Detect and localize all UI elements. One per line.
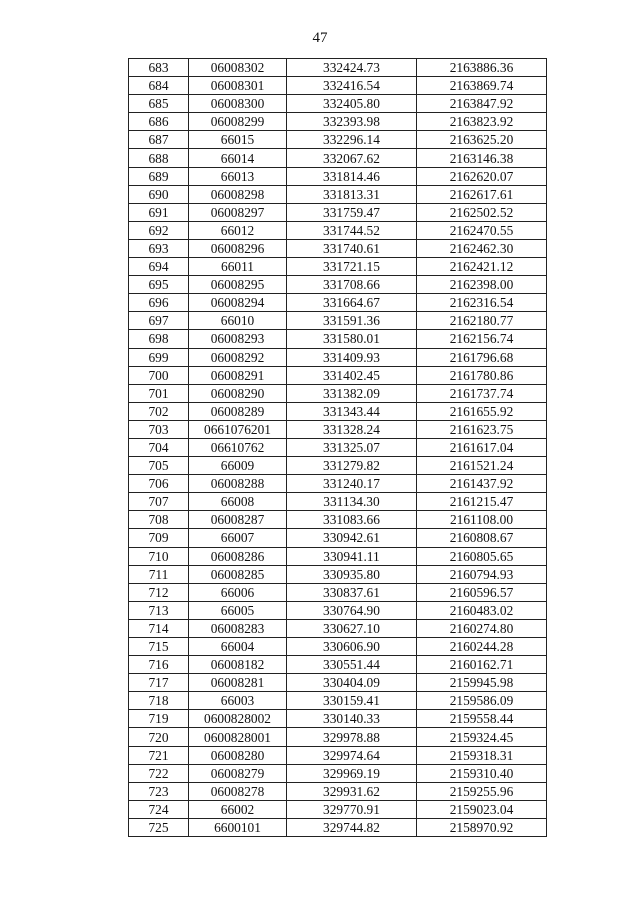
x-coordinate-cell: 331813.31 [287, 185, 417, 203]
x-coordinate-cell: 331083.66 [287, 511, 417, 529]
row-index-cell: 718 [129, 692, 189, 710]
y-coordinate-cell: 2159023.04 [417, 800, 547, 818]
y-coordinate-cell: 2159324.45 [417, 728, 547, 746]
x-coordinate-cell: 332067.62 [287, 149, 417, 167]
point-id-cell: 66003 [189, 692, 287, 710]
table-row [129, 565, 547, 583]
point-id-cell: 06008299 [189, 113, 287, 131]
point-id-cell: 06008283 [189, 619, 287, 637]
x-coordinate-cell: 331591.36 [287, 312, 417, 330]
row-index-cell: 710 [129, 547, 189, 565]
row-index-cell: 704 [129, 438, 189, 456]
table-row [129, 149, 547, 167]
y-coordinate-cell: 2163869.74 [417, 77, 547, 95]
point-id-cell: 66002 [189, 800, 287, 818]
point-id-cell: 66009 [189, 457, 287, 475]
table-row [129, 583, 547, 601]
x-coordinate-cell: 331721.15 [287, 258, 417, 276]
point-id-cell: 06008287 [189, 511, 287, 529]
y-coordinate-cell: 2163146.38 [417, 149, 547, 167]
row-index-cell: 687 [129, 131, 189, 149]
x-coordinate-cell: 330404.09 [287, 674, 417, 692]
y-coordinate-cell: 2161108.00 [417, 511, 547, 529]
y-coordinate-cell: 2163847.92 [417, 95, 547, 113]
row-index-cell: 697 [129, 312, 189, 330]
y-coordinate-cell: 2160483.02 [417, 601, 547, 619]
table-row [129, 348, 547, 366]
point-id-cell: 0661076201 [189, 420, 287, 438]
point-id-cell: 66008 [189, 493, 287, 511]
x-coordinate-cell: 330941.11 [287, 547, 417, 565]
y-coordinate-cell: 2161737.74 [417, 384, 547, 402]
x-coordinate-cell: 330551.44 [287, 656, 417, 674]
y-coordinate-cell: 2161617.04 [417, 438, 547, 456]
table-row [129, 764, 547, 782]
table-row [129, 420, 547, 438]
x-coordinate-cell: 331409.93 [287, 348, 417, 366]
point-id-cell: 06008286 [189, 547, 287, 565]
point-id-cell: 66011 [189, 258, 287, 276]
row-index-cell: 713 [129, 601, 189, 619]
point-id-cell: 66015 [189, 131, 287, 149]
table-row [129, 402, 547, 420]
table-row [129, 312, 547, 330]
x-coordinate-cell: 331759.47 [287, 203, 417, 221]
point-id-cell: 06008292 [189, 348, 287, 366]
row-index-cell: 714 [129, 619, 189, 637]
point-id-cell: 06008301 [189, 77, 287, 95]
point-id-cell: 06610762 [189, 438, 287, 456]
x-coordinate-cell: 331134.30 [287, 493, 417, 511]
point-id-cell: 66014 [189, 149, 287, 167]
x-coordinate-cell: 329974.64 [287, 746, 417, 764]
row-index-cell: 694 [129, 258, 189, 276]
point-id-cell: 06008280 [189, 746, 287, 764]
row-index-cell: 688 [129, 149, 189, 167]
x-coordinate-cell: 332416.54 [287, 77, 417, 95]
x-coordinate-cell: 331382.09 [287, 384, 417, 402]
table-row [129, 547, 547, 565]
table-row [129, 800, 547, 818]
point-id-cell: 66010 [189, 312, 287, 330]
table-row [129, 113, 547, 131]
row-index-cell: 721 [129, 746, 189, 764]
row-index-cell: 698 [129, 330, 189, 348]
point-id-cell: 6600101 [189, 818, 287, 836]
point-id-cell: 0600828002 [189, 710, 287, 728]
row-index-cell: 705 [129, 457, 189, 475]
point-id-cell: 06008289 [189, 402, 287, 420]
y-coordinate-cell: 2159586.09 [417, 692, 547, 710]
table-row [129, 601, 547, 619]
point-id-cell: 06008298 [189, 185, 287, 203]
point-id-cell: 66004 [189, 638, 287, 656]
y-coordinate-cell: 2160794.93 [417, 565, 547, 583]
row-index-cell: 711 [129, 565, 189, 583]
y-coordinate-cell: 2160162.71 [417, 656, 547, 674]
row-index-cell: 696 [129, 294, 189, 312]
x-coordinate-cell: 330159.41 [287, 692, 417, 710]
row-index-cell: 693 [129, 239, 189, 257]
y-coordinate-cell: 2162502.52 [417, 203, 547, 221]
point-id-cell: 66012 [189, 221, 287, 239]
row-index-cell: 699 [129, 348, 189, 366]
table-row [129, 221, 547, 239]
x-coordinate-cell: 332424.73 [287, 59, 417, 77]
point-id-cell: 06008279 [189, 764, 287, 782]
y-coordinate-cell: 2161437.92 [417, 475, 547, 493]
point-id-cell: 06008278 [189, 782, 287, 800]
y-coordinate-cell: 2162620.07 [417, 167, 547, 185]
table-row [129, 239, 547, 257]
point-id-cell: 06008285 [189, 565, 287, 583]
point-id-cell: 66013 [189, 167, 287, 185]
point-id-cell: 06008288 [189, 475, 287, 493]
table-row [129, 167, 547, 185]
row-index-cell: 701 [129, 384, 189, 402]
point-id-cell: 66005 [189, 601, 287, 619]
point-id-cell: 06008296 [189, 239, 287, 257]
y-coordinate-cell: 2159945.98 [417, 674, 547, 692]
table-row [129, 782, 547, 800]
y-coordinate-cell: 2160808.67 [417, 529, 547, 547]
table-row [129, 529, 547, 547]
x-coordinate-cell: 331328.24 [287, 420, 417, 438]
y-coordinate-cell: 2159310.40 [417, 764, 547, 782]
point-id-cell: 06008294 [189, 294, 287, 312]
row-index-cell: 689 [129, 167, 189, 185]
point-id-cell: 66007 [189, 529, 287, 547]
x-coordinate-cell: 329770.91 [287, 800, 417, 818]
table-row [129, 457, 547, 475]
page-number: 47 [312, 30, 328, 46]
y-coordinate-cell: 2160596.57 [417, 583, 547, 601]
coordinates-table-body [129, 59, 547, 837]
x-coordinate-cell: 330942.61 [287, 529, 417, 547]
x-coordinate-cell: 331279.82 [287, 457, 417, 475]
x-coordinate-cell: 330627.10 [287, 619, 417, 637]
table-row [129, 710, 547, 728]
table-row [129, 692, 547, 710]
table-row [129, 185, 547, 203]
row-index-cell: 695 [129, 276, 189, 294]
x-coordinate-cell: 330837.61 [287, 583, 417, 601]
point-id-cell: 06008291 [189, 366, 287, 384]
y-coordinate-cell: 2162470.55 [417, 221, 547, 239]
table-row [129, 493, 547, 511]
point-id-cell: 06008297 [189, 203, 287, 221]
point-id-cell: 06008182 [189, 656, 287, 674]
row-index-cell: 719 [129, 710, 189, 728]
table-row [129, 131, 547, 149]
table-row [129, 511, 547, 529]
table-row [129, 258, 547, 276]
table-row [129, 728, 547, 746]
y-coordinate-cell: 2161780.86 [417, 366, 547, 384]
y-coordinate-cell: 2162156.74 [417, 330, 547, 348]
y-coordinate-cell: 2163886.36 [417, 59, 547, 77]
table-row [129, 59, 547, 77]
row-index-cell: 725 [129, 818, 189, 836]
row-index-cell: 722 [129, 764, 189, 782]
x-coordinate-cell: 329744.82 [287, 818, 417, 836]
point-id-cell: 06008293 [189, 330, 287, 348]
row-index-cell: 723 [129, 782, 189, 800]
table-row [129, 746, 547, 764]
y-coordinate-cell: 2162180.77 [417, 312, 547, 330]
y-coordinate-cell: 2161655.92 [417, 402, 547, 420]
table-row [129, 384, 547, 402]
row-index-cell: 708 [129, 511, 189, 529]
row-index-cell: 715 [129, 638, 189, 656]
table-row [129, 95, 547, 113]
y-coordinate-cell: 2161521.24 [417, 457, 547, 475]
x-coordinate-cell: 332393.98 [287, 113, 417, 131]
y-coordinate-cell: 2161215.47 [417, 493, 547, 511]
row-index-cell: 712 [129, 583, 189, 601]
table-row [129, 330, 547, 348]
row-index-cell: 707 [129, 493, 189, 511]
table-row [129, 276, 547, 294]
y-coordinate-cell: 2161796.68 [417, 348, 547, 366]
y-coordinate-cell: 2159255.96 [417, 782, 547, 800]
y-coordinate-cell: 2162462.30 [417, 239, 547, 257]
point-id-cell: 06008281 [189, 674, 287, 692]
x-coordinate-cell: 331325.07 [287, 438, 417, 456]
row-index-cell: 692 [129, 221, 189, 239]
y-coordinate-cell: 2162617.61 [417, 185, 547, 203]
y-coordinate-cell: 2163625.20 [417, 131, 547, 149]
x-coordinate-cell: 330140.33 [287, 710, 417, 728]
y-coordinate-cell: 2160805.65 [417, 547, 547, 565]
x-coordinate-cell: 331664.67 [287, 294, 417, 312]
x-coordinate-cell: 329969.19 [287, 764, 417, 782]
row-index-cell: 684 [129, 77, 189, 95]
point-id-cell: 06008295 [189, 276, 287, 294]
table-row [129, 818, 547, 836]
y-coordinate-cell: 2162398.00 [417, 276, 547, 294]
point-id-cell: 06008300 [189, 95, 287, 113]
row-index-cell: 683 [129, 59, 189, 77]
x-coordinate-cell: 331708.66 [287, 276, 417, 294]
x-coordinate-cell: 331814.46 [287, 167, 417, 185]
x-coordinate-cell: 332405.80 [287, 95, 417, 113]
table-row [129, 203, 547, 221]
y-coordinate-cell: 2162421.12 [417, 258, 547, 276]
row-index-cell: 709 [129, 529, 189, 547]
row-index-cell: 690 [129, 185, 189, 203]
table-row [129, 475, 547, 493]
table-row [129, 638, 547, 656]
table-row [129, 366, 547, 384]
y-coordinate-cell: 2161623.75 [417, 420, 547, 438]
x-coordinate-cell: 331402.45 [287, 366, 417, 384]
coordinates-table [128, 58, 547, 837]
x-coordinate-cell: 331580.01 [287, 330, 417, 348]
row-index-cell: 706 [129, 475, 189, 493]
row-index-cell: 717 [129, 674, 189, 692]
point-id-cell: 66006 [189, 583, 287, 601]
table-row [129, 674, 547, 692]
x-coordinate-cell: 330764.90 [287, 601, 417, 619]
table-row [129, 294, 547, 312]
x-coordinate-cell: 332296.14 [287, 131, 417, 149]
x-coordinate-cell: 331740.61 [287, 239, 417, 257]
table-row [129, 77, 547, 95]
row-index-cell: 716 [129, 656, 189, 674]
x-coordinate-cell: 329931.62 [287, 782, 417, 800]
x-coordinate-cell: 330606.90 [287, 638, 417, 656]
y-coordinate-cell: 2159558.44 [417, 710, 547, 728]
row-index-cell: 720 [129, 728, 189, 746]
table-row [129, 619, 547, 637]
x-coordinate-cell: 331744.52 [287, 221, 417, 239]
row-index-cell: 700 [129, 366, 189, 384]
point-id-cell: 0600828001 [189, 728, 287, 746]
y-coordinate-cell: 2159318.31 [417, 746, 547, 764]
y-coordinate-cell: 2163823.92 [417, 113, 547, 131]
y-coordinate-cell: 2158970.92 [417, 818, 547, 836]
x-coordinate-cell: 331343.44 [287, 402, 417, 420]
point-id-cell: 06008302 [189, 59, 287, 77]
table-row [129, 656, 547, 674]
x-coordinate-cell: 331240.17 [287, 475, 417, 493]
y-coordinate-cell: 2162316.54 [417, 294, 547, 312]
point-id-cell: 06008290 [189, 384, 287, 402]
y-coordinate-cell: 2160244.28 [417, 638, 547, 656]
row-index-cell: 691 [129, 203, 189, 221]
x-coordinate-cell: 330935.80 [287, 565, 417, 583]
row-index-cell: 724 [129, 800, 189, 818]
row-index-cell: 702 [129, 402, 189, 420]
table-row [129, 438, 547, 456]
y-coordinate-cell: 2160274.80 [417, 619, 547, 637]
x-coordinate-cell: 329978.88 [287, 728, 417, 746]
row-index-cell: 686 [129, 113, 189, 131]
row-index-cell: 703 [129, 420, 189, 438]
row-index-cell: 685 [129, 95, 189, 113]
